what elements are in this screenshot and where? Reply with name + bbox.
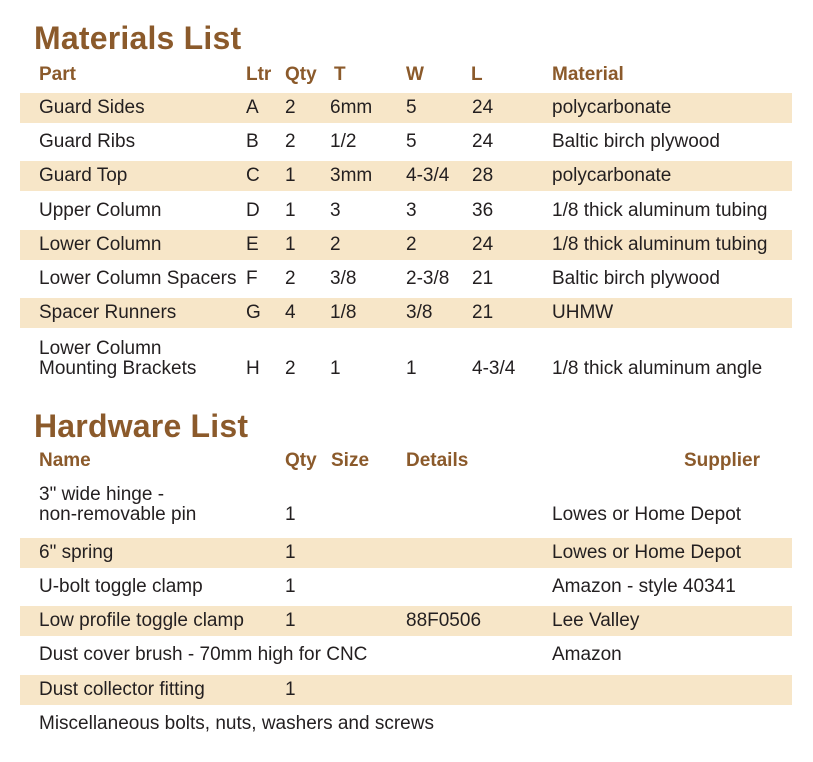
table-row [20, 482, 792, 528]
material-cell: 1/8 thick aluminum tubing [552, 234, 768, 255]
header-qty: Qty [285, 64, 317, 85]
qty-cell: 1 [285, 610, 296, 631]
table-row [20, 606, 792, 636]
ltr-cell: B [246, 131, 259, 152]
name-line: non-removable pin [39, 504, 197, 525]
qty-cell: 4 [285, 302, 296, 323]
w-cell: 5 [406, 97, 417, 118]
header-l: L [471, 64, 483, 85]
qty-cell: 1 [285, 504, 296, 525]
t-cell: 2 [330, 234, 341, 255]
table-row [20, 709, 792, 739]
qty-cell: 1 [285, 679, 296, 700]
name-cell: Dust cover brush - 70mm high for CNC [39, 644, 368, 665]
part-cell: Upper Column [39, 200, 162, 221]
name-cell: Miscellaneous bolts, nuts, washers and screws [39, 713, 434, 734]
t-cell: 1/8 [330, 302, 357, 323]
t-cell: 1/2 [330, 131, 357, 152]
material-cell: polycarbonate [552, 97, 672, 118]
qty-cell: 1 [285, 165, 296, 186]
ltr-cell: G [246, 302, 261, 323]
qty-cell: 1 [285, 234, 296, 255]
part-cell: Guard Sides [39, 97, 145, 118]
table-row [20, 230, 792, 260]
table-row [20, 196, 792, 226]
ltr-cell: H [246, 358, 260, 379]
table-row [20, 572, 792, 602]
material-cell: Baltic birch plywood [552, 268, 720, 289]
t-cell: 1 [330, 358, 341, 379]
name-cell: 6" spring [39, 542, 114, 563]
qty-cell: 2 [285, 97, 296, 118]
supplier-cell: Lowes or Home Depot [552, 504, 742, 525]
t-cell: 3mm [330, 165, 373, 186]
t-cell: 3 [330, 200, 341, 221]
w-cell: 3 [406, 200, 417, 221]
l-cell: 28 [472, 165, 494, 186]
table-row [20, 640, 792, 670]
qty-cell: 1 [285, 576, 296, 597]
ltr-cell: F [246, 268, 258, 289]
header-name: Name [39, 450, 91, 471]
table-row [20, 161, 792, 191]
table-row [20, 264, 792, 294]
qty-cell: 2 [285, 268, 296, 289]
l-cell: 24 [472, 131, 494, 152]
header-w: W [406, 64, 424, 85]
l-cell: 4-3/4 [472, 358, 516, 379]
supplier-cell: Amazon - style 40341 [552, 576, 736, 597]
supplier-cell: Amazon [552, 644, 622, 665]
header-qty: Qty [285, 450, 317, 471]
ltr-cell: C [246, 165, 260, 186]
ltr-cell: D [246, 200, 260, 221]
table-row [20, 127, 792, 157]
l-cell: 21 [472, 268, 494, 289]
part-cell: Lower Column Spacers [39, 268, 237, 289]
part-cell: Guard Ribs [39, 131, 136, 152]
material-cell: 1/8 thick aluminum angle [552, 358, 763, 379]
qty-cell: 1 [285, 542, 296, 563]
l-cell: 21 [472, 302, 494, 323]
details-cell: 88F0506 [406, 610, 482, 631]
w-cell: 3/8 [406, 302, 433, 323]
w-cell: 1 [406, 358, 417, 379]
qty-cell: 2 [285, 358, 296, 379]
name-cell: U-bolt toggle clamp [39, 576, 203, 597]
table-row [20, 538, 792, 568]
l-cell: 24 [472, 97, 494, 118]
header-material: Material [552, 64, 624, 85]
part-cell: Lower Column [39, 234, 162, 255]
w-cell: 5 [406, 131, 417, 152]
name-line: 3" wide hinge - [39, 484, 165, 505]
t-cell: 6mm [330, 97, 373, 118]
qty-cell: 1 [285, 200, 296, 221]
table-row [20, 93, 792, 123]
table-row [20, 675, 792, 705]
header-ltr: Ltr [246, 64, 272, 85]
qty-cell: 2 [285, 131, 296, 152]
l-cell: 24 [472, 234, 494, 255]
header-details: Details [406, 450, 469, 471]
supplier-cell: Lowes or Home Depot [552, 542, 742, 563]
table-row [20, 336, 792, 382]
name-cell: Dust collector fitting [39, 679, 205, 700]
name-cell: Low profile toggle clamp [39, 610, 244, 631]
t-cell: 3/8 [330, 268, 357, 289]
ltr-cell: A [246, 97, 259, 118]
l-cell: 36 [472, 200, 494, 221]
w-cell: 2 [406, 234, 417, 255]
part-line: Mounting Brackets [39, 358, 197, 379]
part-cell: Guard Top [39, 165, 128, 186]
w-cell: 4-3/4 [406, 165, 450, 186]
material-cell: polycarbonate [552, 165, 672, 186]
header-t: T [334, 64, 346, 85]
part-cell: Spacer Runners [39, 302, 177, 323]
supplier-cell: Lee Valley [552, 610, 640, 631]
ltr-cell: E [246, 234, 259, 255]
header-supplier: Supplier [684, 450, 761, 471]
material-cell: Baltic birch plywood [552, 131, 720, 152]
name-cell [39, 482, 196, 528]
material-cell: UHMW [552, 302, 614, 323]
part-cell [39, 336, 196, 382]
header-size: Size [331, 450, 370, 471]
hardware-list-title: Hardware List [34, 408, 249, 444]
table-row [20, 298, 792, 328]
header-part: Part [39, 64, 76, 85]
part-line: Lower Column [39, 338, 162, 359]
material-cell: 1/8 thick aluminum tubing [552, 200, 768, 221]
w-cell: 2-3/8 [406, 268, 450, 289]
materials-list-title: Materials List [34, 20, 242, 56]
